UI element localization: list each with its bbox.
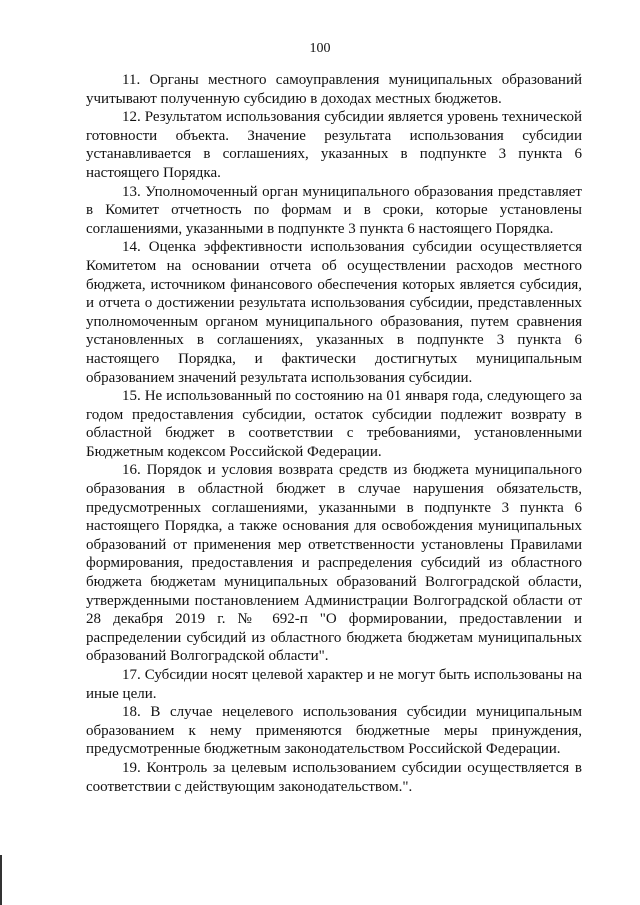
page-number: 100 (309, 41, 331, 56)
paragraph-12: 12. Результатом использования субсидии является уровень технической готовности объекта. Значение результата использования субсидии устанавливается в соглашениях, указанных в подпункте 3 пункта 6 настоящего Порядка. (86, 109, 582, 181)
paragraph-18: 18. В случае нецелевого использования субсидии муниципальным образованием к нему применяются бюджетные меры принуждения, предусмотренные бюджетным законодательством Российской Федерации. (86, 704, 582, 758)
scan-edge-mark (0, 855, 2, 905)
document-body (86, 71, 582, 796)
paragraph-16: 16. Порядок и условия возврата средств из бюджета муниципального образования в областной бюджет в случае нарушения обязательств, предусмотренных соглашениями, указанными в подпункте 3 пункта 6 настоящего Порядка, а также основания для освобождения муниципальных образований от применения мер ответственности установлены Правилами формирования, предоставления и распределения субсидий из областного бюджета бюджетам муниципальных образований Волгоградской области, утвержденными постановлением Администрации Волгоградской области от 28 декабря 2019 г. № 692-п "О формировании, предоставлении и распределении субсидий из областного бюджета бюджетам муниципальных образований Волгоградской области". (86, 462, 582, 665)
paragraph-11: 11. Органы местного самоуправления муниципальных образований учитывают полученную субсидию в доходах местных бюджетов. (86, 72, 582, 107)
paragraph-15: 15. Не использованный по состоянию на 01 января года, следующего за годом предоставления субсидии, остаток субсидии подлежит возврату в областной бюджет в соответствии с требованиями, установленными Бюджетным кодексом Российской Федерации. (86, 388, 582, 460)
paragraph-17: 17. Субсидии носят целевой характер и не могут быть использованы на иные цели. (86, 667, 582, 702)
paragraph-13: 13. Уполномоченный орган муниципального образования представляет в Комитет отчетность по формам и в сроки, которые установлены соглашениями, указанными в подпункте 3 пункта 6 настоящего Порядка. (86, 183, 582, 237)
paragraph-14: 14. Оценка эффективности использования субсидии осуществляется Комитетом на основании отчета об осуществлении расходов местного бюджета, источником финансового обеспечения которых является субсидия, и отчета о достижении результата использования субсидии, представленных уполномоченным органом муниципального образования, путем сравнения установленных в соглашениях, указанных в подпункте 3 пункта 6 настоящего Порядка, и фактически достигнутых муниципальным образованием значений результата использования субсидии. (86, 239, 582, 386)
paragraph-19: 19. Контроль за целевым использованием субсидии осуществляется в соответствии с действующим законодательством.". (86, 759, 582, 795)
